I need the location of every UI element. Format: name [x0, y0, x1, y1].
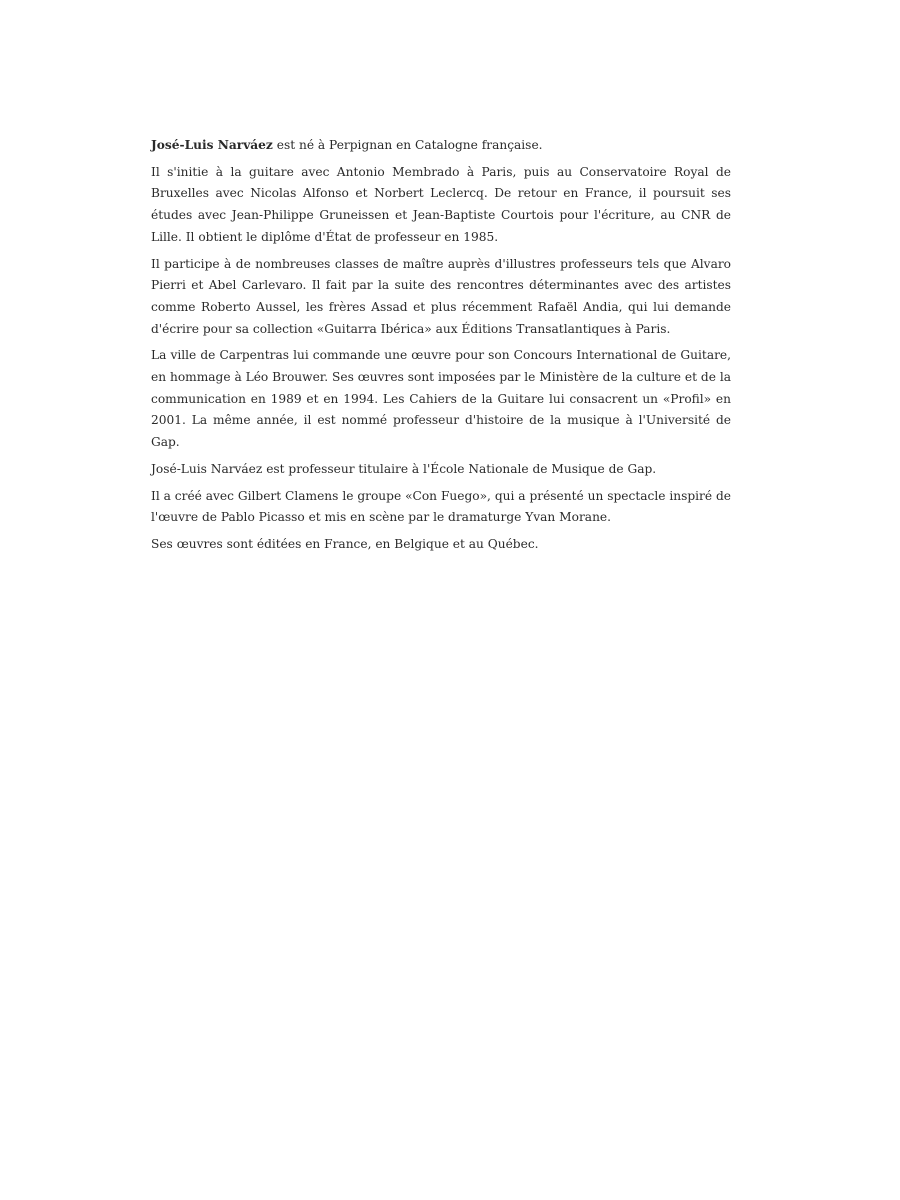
biography-text — [151, 135, 731, 561]
paragraph-training: Il s'initie à la guitare avec Antonio Membrado à Paris, puis au Conservatoire Royal de Bruxelles avec Nicolas Alfonso et Norbert Leclercq. De retour en France, il poursuit ses études avec Jean-Philippe Gruneissen et Jean-Baptiste Courtois pour l'écriture, au CNR de Lille. Il obtient le diplôme d'État de professeur en 1985. — [151, 164, 731, 244]
paragraph-con-fuego: Il a créé avec Gilbert Clamens le groupe «Con Fuego», qui a présenté un spectacle inspiré de l'œuvre de Pablo Picasso et mis en scène par le dramaturge Yvan Morane. — [151, 488, 731, 525]
birth-text: est né à Perpignan en Catalogne française. — [272, 138, 543, 152]
paragraph-masterclasses: Il participe à de nombreuses classes de maître auprès d'illustres professeurs tels que Alvaro Pierri et Abel Carlevaro. Il fait par la suite des rencontres déterminantes avec des artistes comme Roberto Aussel, les frères Assad et plus récemment Rafaël Andia, qui lui demande d'écrire pour sa collection «Guitarra Ibérica» aux Éditions Transatlantiques à Paris. — [151, 256, 731, 336]
paragraph-commissions: La ville de Carpentras lui commande une œuvre pour son Concours International de Guitare, en hommage à Léo Brouwer. Ses œuvres sont imposées par le Ministère de la culture et de la communication en 1989 et en 1994. Les Cahiers de la Guitare lui consacrent un «Profil» en 2001. La même année, il est nommé professeur d'histoire de la musique à l'Université de Gap. — [151, 348, 731, 450]
paragraph-birth — [151, 135, 731, 157]
paragraph-teaching: José-Luis Narváez est professeur titulaire à l'École Nationale de Musique de Gap. — [151, 461, 657, 476]
composer-name: José-Luis Narváez — [151, 138, 273, 152]
paragraph-publications: Ses œuvres sont éditées en France, en Belgique et au Québec. — [151, 536, 539, 551]
